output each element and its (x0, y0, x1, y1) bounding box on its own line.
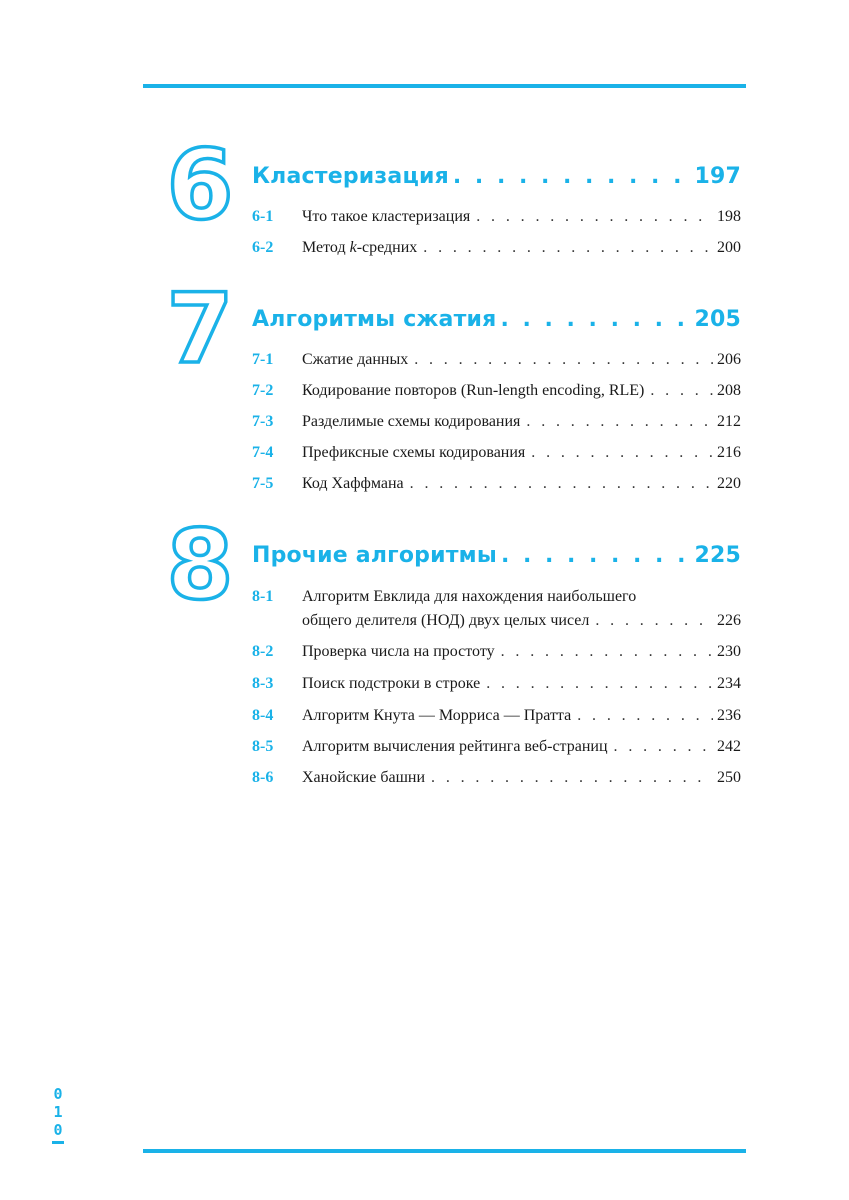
outlined-digit-seven (165, 286, 235, 376)
chapter-title: Прочие алгоритмы (252, 543, 497, 568)
section-title: Поиск подстроки в строке (302, 675, 481, 692)
chapter-6 (165, 142, 741, 267)
section-code: 7-3 (252, 413, 274, 430)
chapter-title: Алгоритмы сжатия (252, 307, 497, 332)
toc-entry[interactable] (252, 672, 741, 696)
leader-dots (501, 543, 689, 568)
section-title: Алгоритм Кнута — Морриса — Пратта (302, 707, 572, 724)
toc-entry[interactable] (252, 236, 741, 260)
leader-dots (531, 441, 713, 465)
section-title: Код Хаффмана (302, 475, 404, 492)
leader-dots (410, 472, 713, 496)
leader-dots (476, 205, 713, 229)
section-page: 200 (717, 239, 741, 256)
section-title: Ханойские башни (302, 769, 426, 786)
section-page: 226 (717, 612, 741, 629)
section-page: 234 (717, 675, 741, 692)
chapter-heading[interactable] (252, 164, 741, 189)
section-code: 7-5 (252, 475, 274, 492)
leader-dots (614, 735, 713, 759)
section-code: 8-1 (252, 588, 274, 605)
outlined-digit-six (165, 142, 235, 232)
section-title (302, 236, 417, 260)
leader-dots (414, 348, 713, 372)
leader-dots (453, 164, 689, 189)
section-page: 242 (717, 738, 741, 755)
section-title-line1: Алгоритм Евклида для нахождения наибольшего (302, 588, 637, 605)
section-page: 250 (717, 769, 741, 786)
section-title: Разделимые схемы кодирования (302, 413, 521, 430)
section-title: общего делителя (НОД) двух целых чисел (302, 612, 590, 629)
chapter-number-8-graphic (165, 522, 235, 612)
page-number-digit: 0 (53, 1121, 63, 1139)
toc-entry[interactable] (252, 379, 741, 403)
top-rule (143, 84, 746, 88)
section-title: Проверка числа на простоту (302, 643, 495, 660)
chapter-page: 225 (694, 543, 741, 568)
leader-dots (486, 672, 713, 696)
chapter-page: 205 (694, 307, 741, 332)
toc-entry[interactable] (252, 585, 741, 633)
leader-dots (501, 640, 713, 664)
chapter-number-6-graphic (165, 142, 235, 232)
chapter-number-7-graphic (165, 286, 235, 376)
toc-entry[interactable] (252, 410, 741, 434)
leader-dots (650, 379, 713, 403)
chapter-page: 197 (694, 164, 741, 189)
outlined-digit-eight (165, 522, 235, 612)
section-code: 8-3 (252, 675, 274, 692)
page-number-underline (52, 1141, 64, 1144)
section-code: 8-6 (252, 769, 274, 786)
toc-entry[interactable] (252, 704, 741, 728)
section-code: 7-1 (252, 351, 274, 368)
section-code: 8-2 (252, 643, 274, 660)
chapter-heading[interactable] (252, 307, 741, 332)
section-page: 208 (717, 382, 741, 399)
toc-entry[interactable] (252, 640, 741, 664)
title-part: -средних (356, 239, 418, 256)
page-number (50, 1085, 66, 1144)
chapter-heading[interactable] (252, 543, 741, 568)
toc-entry[interactable] (252, 472, 741, 496)
section-title: Кодирование повторов (Run-length encoding, RLE) (302, 382, 645, 399)
page-number-digit: 1 (53, 1103, 63, 1121)
toc-entry[interactable] (252, 766, 741, 790)
section-code: 8-5 (252, 738, 274, 755)
section-page: 230 (717, 643, 741, 660)
leader-dots (595, 609, 713, 633)
section-page: 236 (717, 707, 741, 724)
leader-dots (577, 704, 713, 728)
bottom-rule (143, 1149, 746, 1153)
title-italic-part: k (349, 239, 357, 256)
leader-dots (500, 307, 688, 332)
section-title: Что такое кластеризация (302, 208, 471, 225)
chapter-title: Кластеризация (252, 164, 449, 189)
svg-text:7: 7 (166, 286, 234, 376)
section-page: 220 (717, 475, 741, 492)
section-title: Префиксные схемы кодирования (302, 444, 526, 461)
chapter-8 (165, 522, 741, 792)
toc-entry[interactable] (252, 441, 741, 465)
section-page: 212 (717, 413, 741, 430)
section-page: 198 (717, 208, 741, 225)
toc-entry[interactable] (252, 205, 741, 229)
svg-text:8: 8 (166, 522, 234, 612)
chapter-7 (165, 286, 741, 506)
toc-entry[interactable] (252, 735, 741, 759)
section-page: 216 (717, 444, 741, 461)
section-title: Сжатие данных (302, 351, 409, 368)
section-title: Алгоритм вычисления рейтинга веб-страниц (302, 738, 608, 755)
section-code: 7-2 (252, 382, 274, 399)
section-code: 8-4 (252, 707, 274, 724)
svg-text:6: 6 (166, 142, 234, 232)
section-code: 6-1 (252, 208, 274, 225)
section-code: 7-4 (252, 444, 274, 461)
leader-dots (526, 410, 713, 434)
section-code: 6-2 (252, 239, 274, 256)
title-part: Метод (302, 239, 350, 256)
toc-entry[interactable] (252, 348, 741, 372)
section-page: 206 (717, 351, 741, 368)
page-number-digit: 0 (53, 1085, 63, 1103)
leader-dots (431, 766, 713, 790)
leader-dots (423, 236, 713, 260)
